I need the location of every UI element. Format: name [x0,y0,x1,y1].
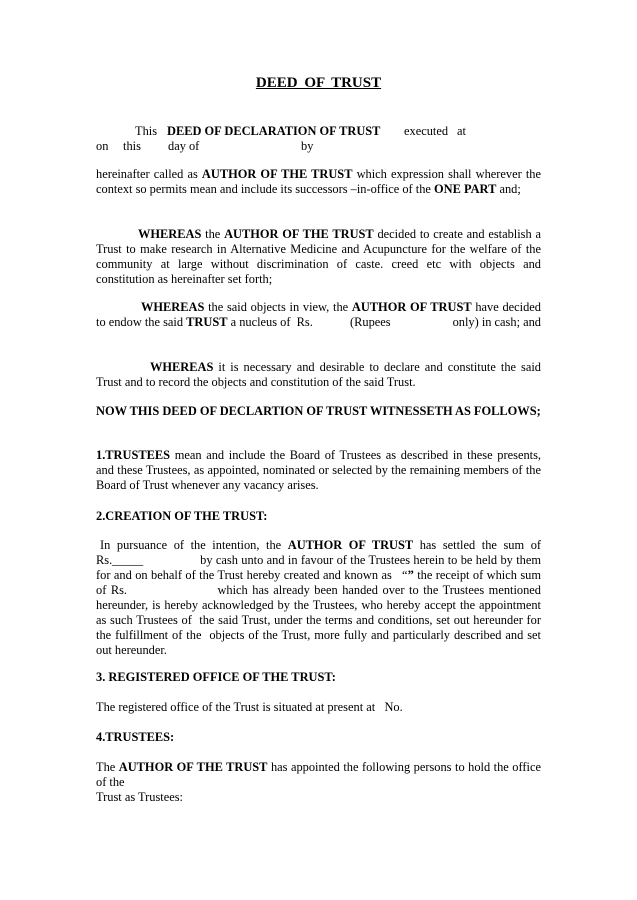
bold-run: 1.TRUSTEES [96,448,171,462]
intro-by: by [301,139,314,153]
bold-run: AUTHOR OF THE TRUST [224,227,374,241]
paragraph-hereinafter [96,167,541,197]
intro-deed-name: DEED OF DECLARATION OF TRUST [167,124,381,138]
bold-run: ONE PART [434,182,497,196]
intro-at: at [457,124,466,138]
bold-run: WHEREAS [141,300,205,314]
text-run: have decided to endow the said [96,300,541,329]
text-run: the [201,227,225,241]
text-run: decided to create and establish a Trust to make research in Alternative Medicine and Acupuncture for the welfare of the community at large without discrimination of caste. creed etc with objects and constitution as hereinafter set forth; [96,227,541,286]
intro-day-of: day of [168,139,200,153]
paragraph-whereas-2 [96,300,541,330]
bold-run: AUTHOR OF THE TRUST [118,760,268,774]
section-1-trustees [96,448,541,493]
intro-this-2: this [123,139,141,153]
intro-on: on [96,139,109,153]
bold-run: WHEREAS [138,227,202,241]
section-2-heading: 2.CREATION OF THE TRUST: [96,509,268,523]
text-run: a nucleus of Rs. (Rupees only) in cash; and [227,315,542,329]
text-run: has settled the sum of Rs._____ by cash unto and in favour of the Trustees herein to be held by them for and on behalf of the Trust hereby created and known as “ [96,538,545,582]
paragraph-whereas-3 [96,360,541,390]
text-run: mean and include the Board of Trustees as described in these presents, and these Trustees, as appointed, nominated or selected by the remaining members of the Board of Trust whenever any vacancy arises. [96,448,541,492]
text-run: The [96,760,119,774]
section-3-body: The registered office of the Trust is situated at present at No. [96,700,403,714]
text-run: has appointed the following persons to hold the office of the [96,760,541,789]
bold-run: AUTHOR OF THE TRUST [201,167,353,181]
text-run: In pursuance of the intention, the [100,538,288,552]
section-4-heading: 4.TRUSTEES: [96,730,175,744]
document-title: DEED OF TRUST [255,75,382,91]
bold-run: ” [407,568,414,582]
section-2-body [96,538,545,658]
intro-executed: executed [404,124,449,138]
bold-run: AUTHOR OF TRUST [287,538,414,552]
section-4-line-2: Trust as Trustees: [96,790,183,804]
section-3-heading: 3. REGISTERED OFFICE OF THE TRUST: [96,670,336,684]
text-run: which expression shall wherever the context so permits mean and include its successors –in-office of the [96,167,541,196]
bold-run: TRUST [186,315,228,329]
text-run: and; [496,182,521,196]
text-run: it is necessary and desirable to declare and constitute the said Trust and to record the objects and constitution of the said Trust. [96,360,541,389]
text-run: hereinafter called as [96,167,202,181]
text-run: the said objects in view, the [204,300,352,314]
text-run: the receipt of which sum of Rs. which has already been handed over to the Trustees mentioned hereunder, is hereby acknowledged by the Trustees, who hereby accept the appointment as such Trustees of the said Trust, under the terms and conditions, set out hereunder for the fulfillment of the objects of the Trust, more fully and particularly described and set out hereunder. [96,568,545,657]
bold-run: WHEREAS [150,360,214,374]
bold-run: AUTHOR OF TRUST [351,300,472,314]
intro-this: This [135,124,158,138]
section-4-body [96,760,541,805]
paragraph-whereas-1 [96,227,541,287]
witnesseth-heading: NOW THIS DEED OF DECLARTION OF TRUST WITNESSETH AS FOLLOWS; [96,404,541,418]
